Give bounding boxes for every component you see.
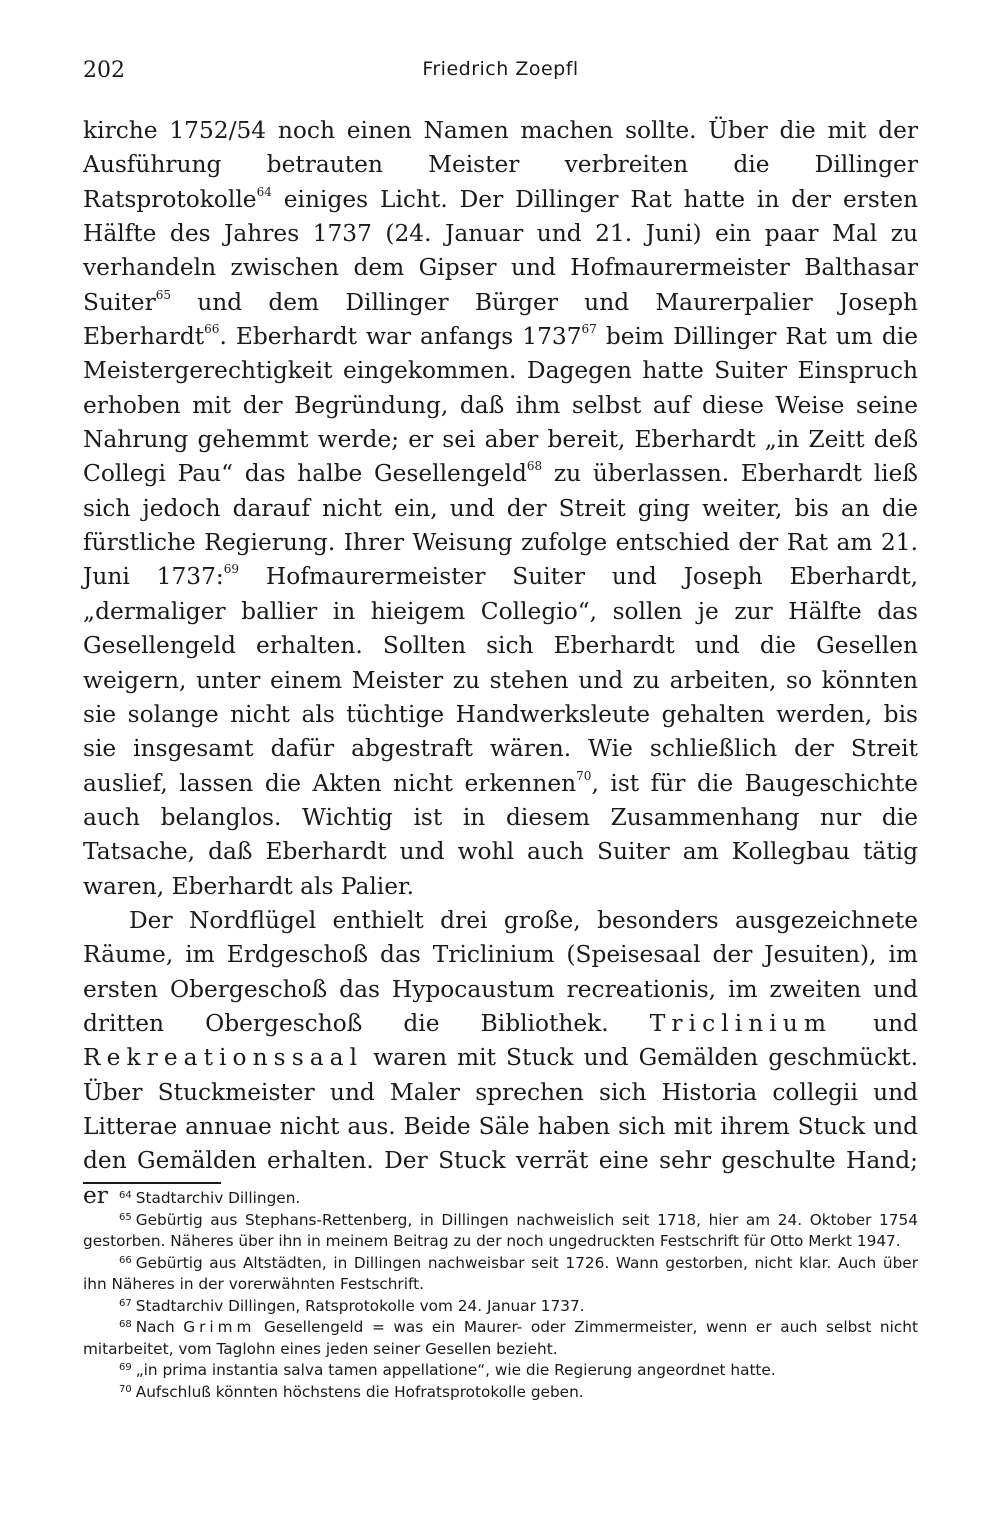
footnote-number: 69 bbox=[119, 1362, 132, 1374]
text-run: waren mit Stuck und Gemälden geschmückt. Über Stuckmeister und Maler sprechen sich Historia collegii und Litterae annuae nicht aus. Beide Säle haben sich mit ihrem Stuck und den Gemälden erhalten. Der Stuck verrät eine sehr geschulte Hand; er bbox=[83, 1044, 918, 1209]
text-run: und dem Dillinger Bürger und Maurerpalier Joseph Eberhardt bbox=[83, 288, 918, 351]
footnotes bbox=[83, 1188, 918, 1403]
footnote-number: 64 bbox=[119, 1190, 132, 1201]
footnote-number: 70 bbox=[119, 1383, 132, 1395]
footnote-divider bbox=[83, 1182, 221, 1184]
footnote-number: 67 bbox=[119, 1297, 132, 1309]
paragraph-2 bbox=[83, 904, 918, 1213]
footnote-text: Gebürtig aus Altstädten, in Dillingen nachweisbar seit 1726. Wann gestorben, nicht klar. Auch über ihn Näheres in der vorerwähnten Festschrift. bbox=[83, 1253, 918, 1294]
text-run: Der Nordflügel enthielt drei große, besonders ausgezeichnete Räume, im Erdgeschoß das Triclinium (Speisesaal der Jesuiten), im ersten Obergeschoß das Hypocaustum recreationis, im zweiten und dritten Obergeschoß die Bibliothek. bbox=[83, 906, 918, 1037]
emphasis-triclinium: Triclinium bbox=[649, 1009, 833, 1037]
author-name: Grimm bbox=[183, 1318, 256, 1337]
footnote-ref-67[interactable]: 67 bbox=[581, 322, 597, 337]
footnote-70 bbox=[83, 1382, 918, 1404]
footnote-ref-70[interactable]: 70 bbox=[576, 768, 592, 783]
paragraph-1 bbox=[83, 114, 918, 904]
footnote-text: Stadtarchiv Dillingen. bbox=[135, 1189, 301, 1207]
footnote-text: Gesellengeld = was ein Maurer- oder Zimmermeister, wenn er auch selbst nicht mitarbeitet, vom Taglohn eines jeden seiner Gesellen bezieht. bbox=[83, 1318, 918, 1358]
text-run: beim Dillinger Rat um die Meistergerechtigkeit eingekommen. Dagegen hatte Suiter Einspruch erhoben mit der Begründung, daß ihm selbst auf diese Weise seine Nahrung gehemmt werde; er sei aber bereit, Eberhardt „in Zeitt deß Collegi Pau“ das halbe Gesellengeld bbox=[83, 323, 918, 488]
footnote-text: Aufschluß könnten höchstens die Hofratsprotokolle geben. bbox=[135, 1382, 584, 1401]
footnote-text: Nach bbox=[135, 1318, 184, 1337]
footnote-number: 68 bbox=[119, 1319, 132, 1331]
footnote-ref-68[interactable]: 68 bbox=[526, 459, 543, 474]
text-run: Hofmaurermeister Suiter und Joseph Eberhardt, „dermaliger ballier in hieigem Collegio“, sollen je zur Hälfte das Gesellengeld erhalten. Sollten sich Eberhardt und die Gesellen weigern, unter einem Meister zu stehen und zu arbeiten, so könnten sie solange nicht als tüchtige Handwerksleute gehalten werden, bis sie insgesamt dafür abgestraft wären. Wie schließlich der Streit auslief, lassen die Akten nicht erkennen bbox=[83, 563, 919, 797]
footnote-text: Stadtarchiv Dillingen, Ratsprotokolle vom 24. Januar 1737. bbox=[135, 1296, 585, 1315]
text-run: zu überlassen. Eberhardt ließ sich jedoch darauf nicht ein, und der Streit ging weiter, bis an die fürstliche Regierung. Ihrer Weisung zufolge entschied der Rat am 21. Juni 1737: bbox=[83, 460, 918, 591]
emphasis-rekreationssaal: Rekreationssaal bbox=[83, 1044, 364, 1072]
footnote-66 bbox=[83, 1253, 918, 1296]
running-head: Friedrich Zoepfl bbox=[422, 58, 579, 80]
footnote-ref-65[interactable]: 65 bbox=[155, 287, 171, 302]
footnote-64 bbox=[83, 1188, 918, 1210]
text-run: einiges Licht. Der Dillinger Rat hatte in der ersten Hälfte des Jahres 1737 (24. Januar und 21. Juni) ein paar Mal zu verhandeln zwischen dem Gipser und Hofmaurermeister Balthasar Suiter bbox=[83, 185, 918, 316]
footnote-68 bbox=[83, 1317, 918, 1360]
footnote-ref-69[interactable]: 69 bbox=[223, 562, 240, 577]
footnote-67 bbox=[83, 1296, 918, 1318]
text-run: . Eberhardt war anfangs 1737 bbox=[219, 323, 582, 351]
page-header bbox=[83, 58, 918, 90]
footnote-69 bbox=[83, 1360, 918, 1382]
footnote-number: 66 bbox=[119, 1254, 132, 1266]
page-number: 202 bbox=[83, 58, 125, 83]
text-run: und bbox=[832, 1009, 919, 1037]
main-text bbox=[83, 114, 918, 1213]
footnote-number: 65 bbox=[119, 1211, 132, 1223]
footnote-text: „in prima instantia salva tamen appellatione“, wie die Regierung angeordnet hatte. bbox=[135, 1361, 776, 1380]
footnote-ref-66[interactable]: 66 bbox=[204, 322, 220, 337]
footnote-65 bbox=[83, 1210, 918, 1253]
text-run: , ist für die Baugeschichte auch belanglos. Wichtig ist in diesem Zusammenhang nur die Tatsache, daß Eberhardt und wohl auch Suiter am Kollegbau tätig waren, Eberhardt als Palier. bbox=[83, 769, 918, 900]
footnote-text: Gebürtig aus Stephans-Rettenberg, in Dillingen nachweislich seit 1718, hier am 24. Oktober 1754 gestorben. Näheres über ihn in meinem Beitrag zu der noch ungedruckten Festschrift für Otto Merkt 1947. bbox=[83, 1210, 918, 1251]
footnote-ref-64[interactable]: 64 bbox=[256, 184, 272, 199]
text-run: kirche 1752/54 noch einen Namen machen sollte. Über die mit der Ausführung betrauten Meister verbreiten die Dillinger Ratsprotokolle bbox=[83, 117, 918, 213]
